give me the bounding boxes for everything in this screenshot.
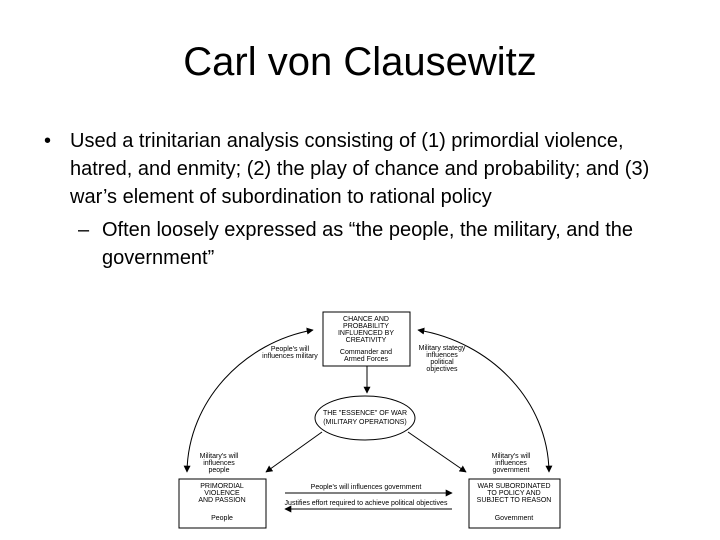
top-box-line: PROBABILITY [343, 323, 389, 330]
left-box-line: VIOLENCE [204, 490, 240, 497]
label-top-right: political [430, 359, 454, 366]
right-box-line: TO POLICY AND [487, 490, 541, 497]
top-box-sub: Armed Forces [344, 356, 388, 363]
label-right: influences [495, 460, 527, 467]
center-ellipse [315, 396, 415, 440]
left-box-line: AND PASSION [198, 497, 246, 504]
label-top-right: influences [426, 352, 458, 359]
left-box-line: PRIMORDIAL [200, 483, 244, 490]
label-left: people [208, 467, 230, 474]
top-box-sub: Commander and [339, 349, 393, 356]
bullet-text: Used a trinitarian analysis consisting of (1) primordial violence, hatred, and enmity; (2) the play of chance and probability; and (3) war’s element of subordination to rational policy [70, 130, 650, 208]
arrow-center-to-left [266, 432, 322, 472]
top-box-line: INFLUENCED BY [337, 330, 395, 337]
label-top-right: Military stategy [418, 345, 466, 352]
label-top-right: objectives [426, 366, 458, 373]
label-bottom-top: People's will influences government [310, 484, 422, 491]
sub-bullet-text: Often loosely expressed as “the people, the military, and the government” [102, 219, 634, 269]
label-left: influences [203, 460, 235, 467]
label-left: Military's will [199, 453, 239, 460]
center-line: THE "ESSENCE" OF WAR [322, 410, 408, 417]
right-box-line: SUBJECT TO REASON [476, 497, 552, 504]
label-top-left: influences military [262, 353, 318, 360]
top-box-line: CREATIVITY [345, 337, 387, 344]
top-box-line: CHANCE AND [343, 316, 389, 323]
right-box-line: WAR SUBORDINATED [477, 483, 551, 490]
bullet-marker: • [44, 130, 52, 152]
arrow-center-to-right [408, 432, 466, 472]
right-box-sub: Government [494, 515, 534, 522]
label-top-left: People's will [270, 346, 310, 353]
center-line: (MILITARY OPERATIONS) [323, 419, 407, 426]
left-box-sub: People [211, 515, 233, 522]
label-right: Military's will [491, 453, 531, 460]
label-right: government [492, 467, 530, 474]
slide-title: Carl von Clausewitz [183, 40, 537, 84]
sub-bullet-marker: – [78, 219, 90, 241]
label-bottom-bottom: Justifies effort required to achieve political objectives [284, 500, 448, 507]
